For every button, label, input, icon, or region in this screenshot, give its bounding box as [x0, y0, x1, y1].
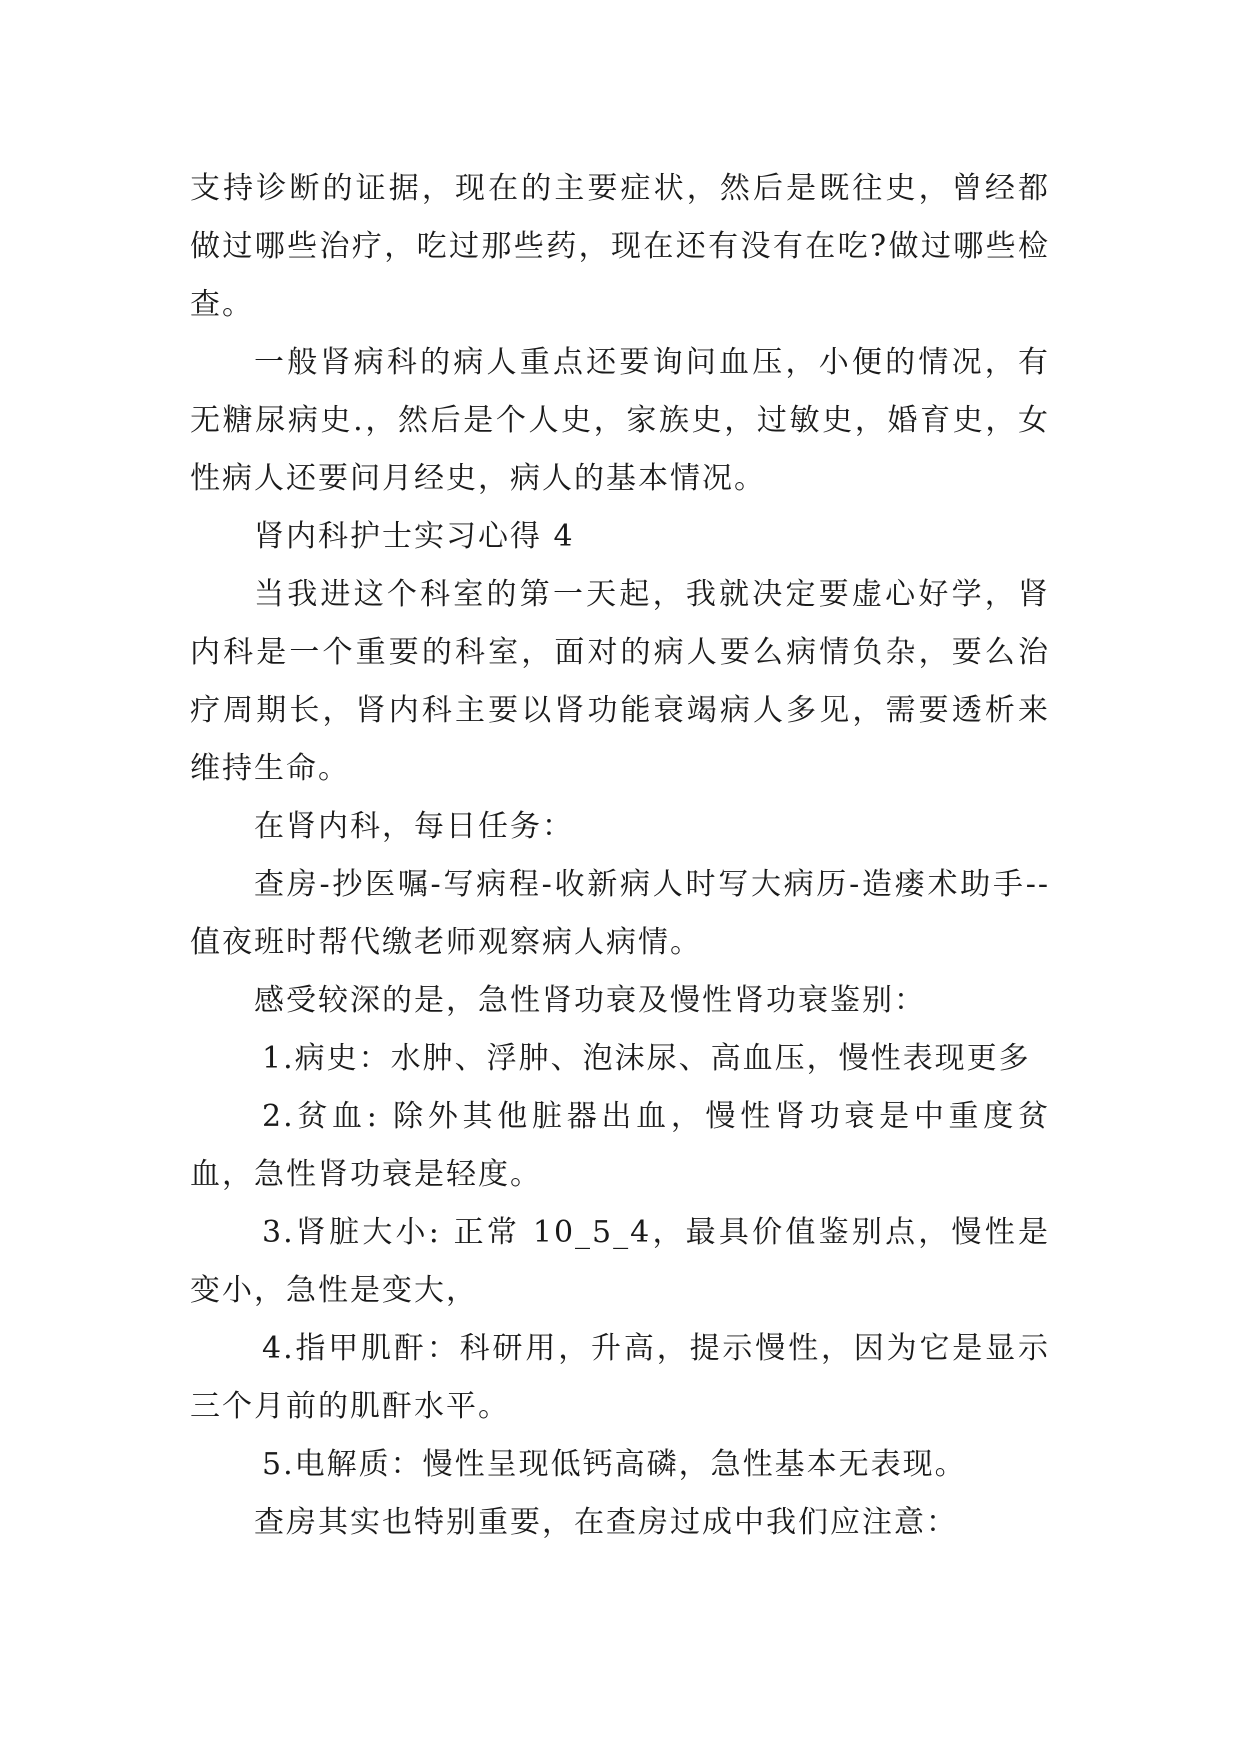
list-item-electrolytes: 5.电解质：慢性呈现低钙高磷，急性基本无表现。 — [262, 1447, 967, 1482]
paragraph-daily-tasks: 查房-抄医嘱-写病程-收新病人时写大病历-造瘘术助手--值夜班时帮代缴老师观察病人病情。 — [190, 867, 1050, 960]
paragraph-history-inquiry: 一般肾病科的病人重点还要询问血压，小便的情况，有无糖尿病史.，然后是个人史，家族史，过敏史，婚育史，女性病人还要问月经史，病人的基本情况。 — [190, 345, 1050, 496]
paragraph-diagnosis-evidence: 支持诊断的证据，现在的主要症状，然后是既往史，曾经都做过哪些治疗，吃过那些药，现在还有没有在吃?做过哪些检查。 — [190, 171, 1050, 322]
list-item-nail-creatinine: 4.指甲肌酐：科研用，升高，提示慢性，因为它是显示三个月前的肌酐水平。 — [190, 1331, 1050, 1424]
paragraph-first-day: 当我进这个科室的第一天起，我就决定要虚心好学，肾内科是一个重要的科室，面对的病人要么病情负杂，要么治疗周期长，肾内科主要以肾功能衰竭病人多见，需要透析来维持生命。 — [190, 577, 1050, 786]
paragraph-daily-tasks-label: 在肾内科，每日任务： — [254, 809, 574, 844]
list-item-history: 1.病史：水肿、浮肿、泡沫尿、高血压，慢性表现更多 — [262, 1041, 1031, 1076]
paragraph-differentiation-intro: 感受较深的是，急性肾功衰及慢性肾功衰鉴别： — [254, 983, 926, 1018]
list-item-anemia: 2.贫血: 除外其他脏器出血，慢性肾功衰是中重度贫血，急性肾功衰是轻度。 — [190, 1099, 1050, 1192]
document-body — [190, 160, 1050, 1552]
paragraph-ward-rounds: 查房其实也特别重要，在查房过成中我们应注意： — [254, 1505, 958, 1540]
section-heading: 肾内科护士实习心得 4 — [254, 519, 575, 554]
list-item-kidney-size: 3.肾脏大小: 正常 10_5_4，最具价值鉴别点，慢性是变小，急性是变大， — [190, 1215, 1050, 1308]
